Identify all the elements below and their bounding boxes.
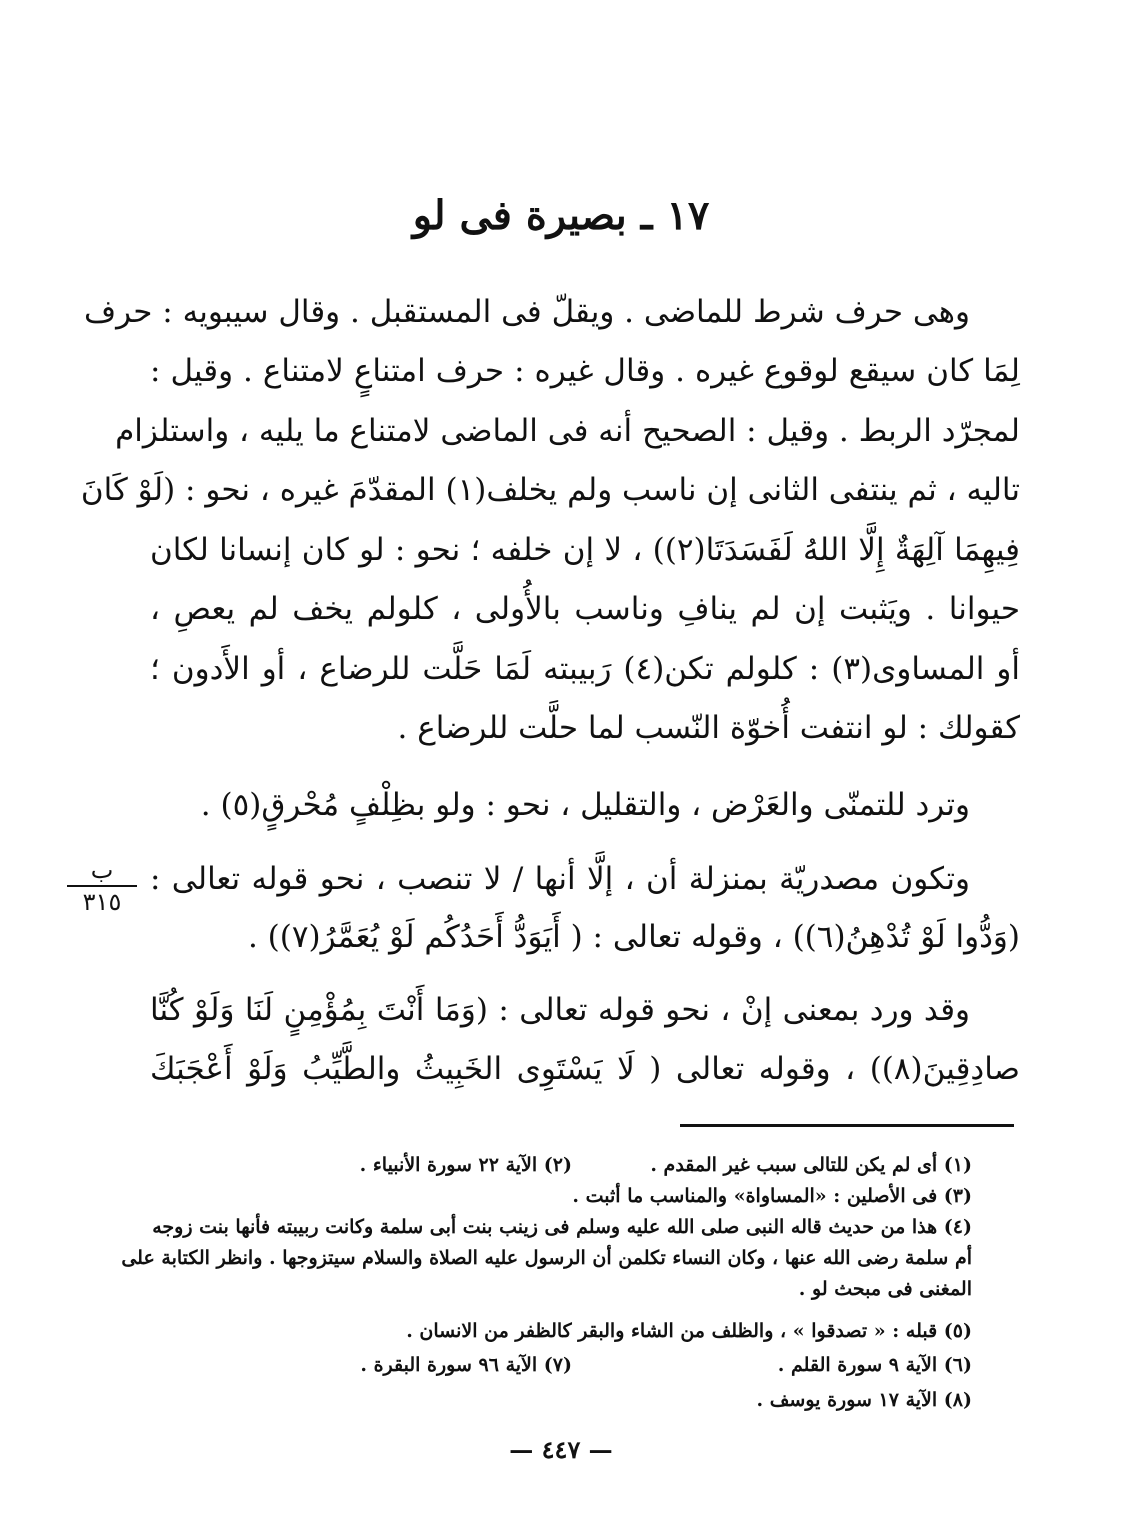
text-line: كقولك : لو انتفت أُخوّة النّسب لما حلَّت للرضاع . xyxy=(397,710,1020,746)
text-line: صادِقِينَ(٨)) ، وقوله تعالى ( لَا يَسْتَوِى الخَبِيثُ والطَّيِّبُ وَلَوْ أَعْجَبَكَ xyxy=(150,1051,1020,1087)
manuscript-folio-note xyxy=(52,855,152,917)
footnote-6: (٦) الآية ٩ سورة القلم . xyxy=(777,1354,972,1376)
text-line: (وَدُّوا لَوْ تُدْهِنُ(٦)) ، وقوله تعالى : ( أَيَوَدُّ أَحَدُكُم لَوْ يُعَمَّرُ(٧)) . xyxy=(247,919,1020,955)
footnote-1: (١) أى لم يكن للتالى سبب غير المقدم . xyxy=(650,1154,972,1176)
text-line: فِيهِمَا آلِهَةٌ إِلَّا اللهُ لَفَسَدَتَا(٢)) ، لا إن خلفه ؛ نحو : لو كان إنسانا لكان xyxy=(150,532,1020,568)
text-line: وترد للتمنّى والعَرْض ، والتقليل ، نحو : ولو بظِلْفٍ مُحْرقٍ(٥) . xyxy=(200,787,970,823)
text-line: تاليه ، ثم ينتفى الثانى إن ناسب ولم يخلف(١) المقدّمَ غيره ، نحو : (لَوْ كَانَ xyxy=(80,472,1020,508)
footnote-8: (٨) الآية ١٧ سورة يوسف . xyxy=(756,1389,972,1411)
text-line: لِمَا كان سيقع لوقوع غيره . وقال غيره : حرف امتناعٍ لامتناع . وقيل : xyxy=(150,353,1020,389)
folio-number: ٣١٥ xyxy=(82,888,122,916)
footnote-3: (٣) فى الأصلين : «المساواة» والمناسب ما أثبت . xyxy=(572,1185,972,1207)
footnote-4-line: أم سلمة رضى الله عنها ، وكان النساء تكلمن أن الرسول عليه الصلاة والسلام سيتزوجها . وانظر الكتابة على xyxy=(121,1247,972,1269)
footnote-line xyxy=(102,1350,972,1380)
text-line: وهى حرف شرط للماضى . ويقلّ فى المستقبل . وقال سيبويه : حرف xyxy=(84,294,970,330)
text-line: حيوانا . ويَثبت إن لم ينافِ وناسب بالأُولى ، كلولم يخف لم يعصِ ، xyxy=(150,591,1020,627)
chapter-heading: ١٧ ـ بصيرة فى لو xyxy=(412,192,710,239)
footnote-4-line: (٤) هذا من حديث قاله النبى صلى الله عليه وسلم فى زينب بنت أبى سلمة وكانت ربيبته فأنها بنت زوجه xyxy=(152,1216,972,1238)
page-number: — ٤٤٧ — xyxy=(509,1435,613,1464)
footnote-7: (٧) الآية ٩٦ سورة البقرة . xyxy=(360,1354,572,1376)
footnote-4-line: المغنى فى مبحث لو . xyxy=(798,1278,972,1300)
text-line: أو المساوى(٣) : كلولم تكن(٤) رَبيبته لَمَا حَلَّت للرضاع ، أو الأَدون ؛ xyxy=(150,651,1020,687)
footnote-separator xyxy=(680,1124,1014,1127)
text-line: وقد ورد بمعنى إنْ ، نحو قوله تعالى : (وَمَا أَنْتَ بِمُؤْمِنٍ لَنَا وَلَوْ كُنَّا xyxy=(150,992,970,1028)
footnote-5: (٥) قبله : « تصدقوا » ، والظلف من الشاء والبقر كالظفر من الانسان . xyxy=(406,1320,972,1342)
text-line: لمجرّد الربط . وقيل : الصحيح أنه فى الماضى لامتناع ما يليه ، واستلزام xyxy=(115,413,1020,449)
folio-side: ب xyxy=(67,855,137,887)
footnote-2: (٢) الآية ٢٢ سورة الأنبياء . xyxy=(359,1154,572,1176)
text-line: وتكون مصدريّة بمنزلة أن ، إلَّا أنها / لا تنصب ، نحو قوله تعالى : xyxy=(150,861,970,897)
footnote-line xyxy=(102,1150,972,1180)
